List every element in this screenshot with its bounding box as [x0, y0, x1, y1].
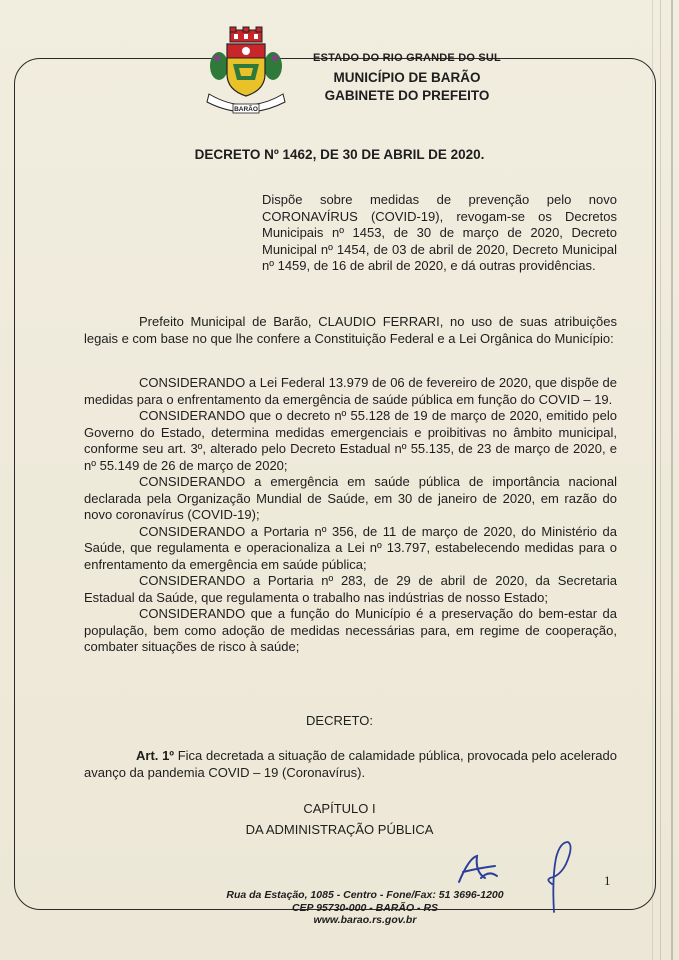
crest-banner-text: BARÃO: [234, 106, 258, 113]
signature-icon: [540, 838, 580, 916]
header-state: ESTADO DO RIO GRANDE DO SUL: [313, 52, 501, 64]
article-label: Art. 1º: [136, 748, 175, 763]
considerando-paragraph: CONSIDERANDO a emergência em saúde pública de importância nacional declarada pela Organização Mundial de Saúde, em 30 de janeiro de 2020, em razão do novo coronavírus (COVID-19);: [84, 474, 617, 522]
footer-website: www.barao.rs.gov.br: [313, 914, 417, 926]
footer-cep: CEP 95730-000 - BARÃO - RS: [291, 901, 439, 914]
considerando-paragraph: CONSIDERANDO a Portaria nº 356, de 11 de março de 2020, do Ministério da Saúde, que regulamenta e operacionaliza a Lei nº 13.797, estabelecendo medidas para o enfrentamento da emergência em saúde pública;: [84, 523, 617, 572]
considerando-paragraph: CONSIDERANDO a Lei Federal 13.979 de 06 de fevereiro de 2020, que dispõe de medidas para o enfrentamento da emergência de saúde pública em função do COVID – 19.: [84, 375, 617, 407]
municipal-crest-icon: [203, 24, 289, 116]
page-edge-shadow: [671, 0, 673, 960]
considerando-paragraph: CONSIDERANDO a Portaria nº 283, de 29 de abril de 2020, da Secretaria Estadual da Saúde, que regulamenta o trabalho nas indústrias de nosso Estado;: [84, 573, 617, 605]
decreto-heading: DECRETO:: [306, 713, 373, 728]
chapter-number: CAPÍTULO I: [303, 801, 376, 816]
header-municipality: MUNICÍPIO DE BARÃO: [333, 70, 481, 85]
considerando-paragraph: CONSIDERANDO que o decreto nº 55.128 de 19 de março de 2020, emitido pelo Governo do Estado, determina medidas emergenciais e proibitivas no âmbito municipal, conforme seu art. 3º, alterado pelo Decreto Estadual nº 55.135, de 23 de março de 2020, e nº 55.149 de 26 de março de 2020;: [84, 408, 617, 473]
footer-street: Rua da Estação, 1085 - Centro - Fone/Fax: 51 3696-1200: [226, 889, 504, 901]
footer-address: [220, 889, 510, 927]
header-office: GABINETE DO PREFEITO: [324, 88, 490, 103]
decree-title: DECRETO Nº 1462, DE 30 DE ABRIL DE 2020.: [194, 147, 485, 162]
page-number: 1: [604, 873, 611, 888]
intro-paragraph: Prefeito Municipal de Barão, CLAUDIO FERRARI, no uso de suas atribuições legais e com base no que lhe confere a Constituição Federal e a Lei Orgânica do Município:: [84, 314, 617, 346]
page-edge-shadow: [660, 0, 661, 960]
chapter-name: DA ADMINISTRAÇÃO PÚBLICA: [245, 822, 434, 837]
article-1: [84, 748, 617, 781]
considerandos-section: [84, 375, 617, 656]
considerando-paragraph: CONSIDERANDO que a função do Município é a preservação do bem-estar da população, bem como adoção de medidas necessárias para, em regime de cooperação, combater situações de risco à saúde;: [84, 606, 617, 654]
initials-signature-icon: [455, 852, 501, 888]
article-text: Fica decretada a situação de calamidade pública, provocada pelo acelerado avanço da pandemia COVID – 19 (Coronavírus).: [84, 748, 617, 780]
decree-summary: Dispõe sobre medidas de prevenção pelo novo CORONAVÍRUS (COVID-19), revogam-se os Decretos Municipais nº 1453, de 30 de março de 2020, Decreto Municipal nº 1454, de 03 de abril de 2020, Decreto Municipal nº 1459, de 16 de abril de 2020, e dá outras providências.: [262, 192, 617, 273]
